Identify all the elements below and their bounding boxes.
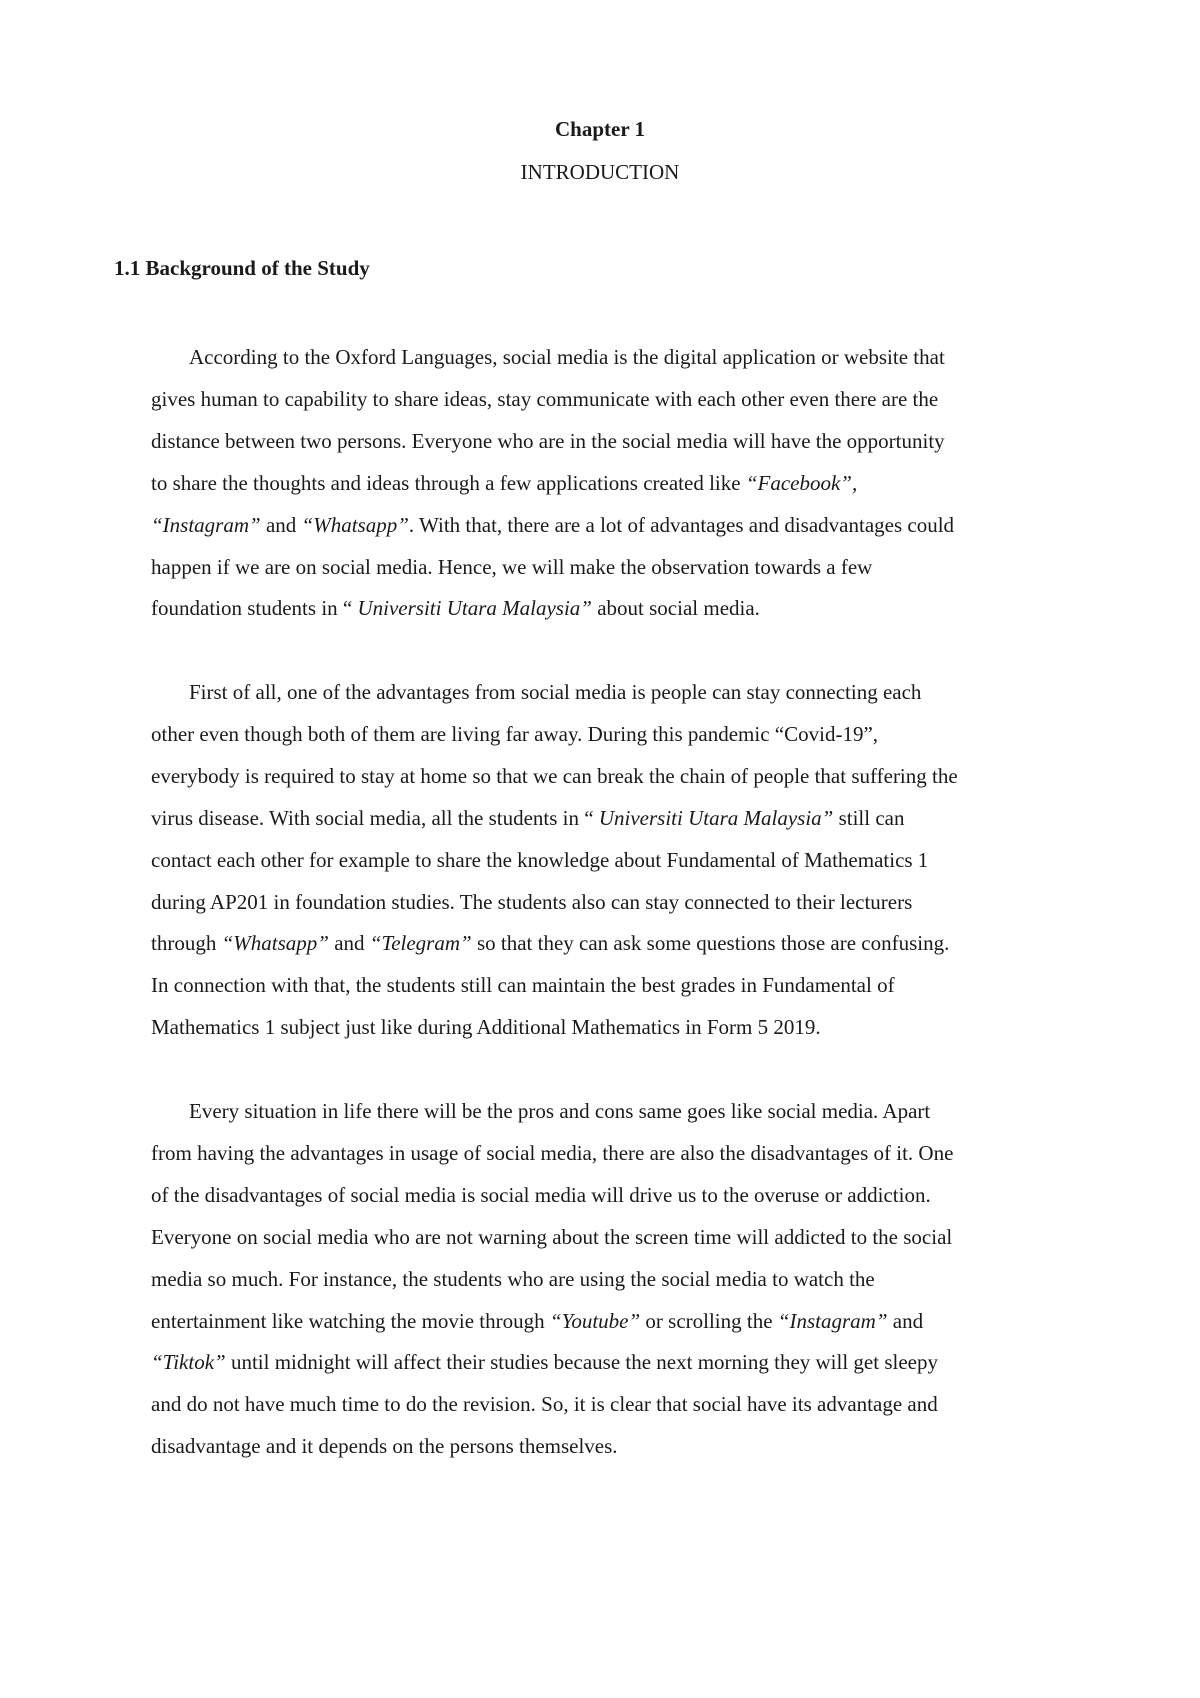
- paragraph-line: other even though both of them are living far away. During this pandemic “Covid-19”,: [151, 721, 879, 746]
- body-paragraph: [151, 672, 1093, 1049]
- italic-term: “Facebook”,: [745, 470, 858, 495]
- paragraph-line: contact each other for example to share the knowledge about Fundamental of Mathematics 1: [151, 847, 929, 872]
- paragraph-line: First of all, one of the advantages from social media is people can stay connecting each: [189, 680, 922, 704]
- italic-term: Universiti Utara Malaysia”: [598, 805, 834, 830]
- paragraph-line: gives human to capability to share ideas, stay communicate with each other even there are the: [151, 386, 939, 411]
- italic-term: “Instagram”: [777, 1308, 888, 1333]
- italic-term: “Whatsapp”: [221, 931, 329, 956]
- paragraph-line: According to the Oxford Languages, social media is the digital application or website that: [189, 345, 945, 369]
- italic-term: “Instagram”: [151, 512, 261, 537]
- paragraph-line: distance between two persons. Everyone who are in the social media will have the opportunity: [151, 428, 945, 453]
- chapter-title: Chapter 1: [554, 117, 646, 141]
- italic-term: Universiti Utara Malaysia”: [357, 596, 592, 621]
- paragraph-line: “Instagram” and “Whatsapp”. With that, there are a lot of advantages and disadvantages could: [151, 512, 955, 537]
- paragraph-line: Every situation in life there will be the pros and cons same goes like social media. Apart: [189, 1099, 931, 1123]
- paragraph-line: foundation students in “ Universiti Utara Malaysia” about social media.: [151, 596, 760, 621]
- paragraph-line: everybody is required to stay at home so that we can break the chain of people that suffering the: [151, 763, 958, 788]
- body-paragraph: [151, 337, 1093, 630]
- paragraph-line: from having the advantages in usage of social media, there are also the disadvantages of it. One: [151, 1140, 954, 1165]
- paragraph-line: happen if we are on social media. Hence, we will make the observation towards a few: [151, 554, 873, 579]
- italic-term: “Telegram”: [369, 931, 472, 956]
- italic-term: “Tiktok”: [151, 1350, 226, 1375]
- section-heading: 1.1 Background of the Study: [114, 256, 370, 280]
- paragraph-line: of the disadvantages of social media is social media will drive us to the overuse or addiction.: [151, 1182, 931, 1207]
- paragraph-line: “Tiktok” until midnight will affect their studies because the next morning they will get sleepy: [151, 1350, 938, 1375]
- body-paragraph: [151, 1091, 1093, 1468]
- paragraph-line: and do not have much time to do the revision. So, it is clear that social have its advantage and: [151, 1392, 938, 1417]
- paragraph-line: virus disease. With social media, all the students in “ Universiti Utara Malaysia” still can: [151, 805, 905, 830]
- paragraph-line: to share the thoughts and ideas through a few applications created like “Facebook”,: [151, 470, 858, 495]
- paragraph-line: In connection with that, the students still can maintain the best grades in Fundamental of: [151, 973, 895, 998]
- italic-term: “Youtube”: [549, 1308, 641, 1333]
- paragraph-line: media so much. For instance, the students who are using the social media to watch the: [151, 1266, 875, 1291]
- italic-term: “Whatsapp”: [301, 512, 409, 537]
- paragraph-line: through “Whatsapp” and “Telegram” so that they can ask some questions those are confusing.: [151, 931, 950, 956]
- chapter-subtitle: INTRODUCTION: [520, 160, 680, 184]
- paragraph-line: entertainment like watching the movie through “Youtube” or scrolling the “Instagram” and: [151, 1308, 924, 1333]
- paragraph-line: disadvantage and it depends on the persons themselves.: [151, 1434, 618, 1459]
- paragraph-line: Mathematics 1 subject just like during Additional Mathematics in Form 5 2019.: [151, 1015, 821, 1040]
- paragraph-line: Everyone on social media who are not warning about the screen time will addicted to the social: [151, 1224, 953, 1249]
- paragraph-line: during AP201 in foundation studies. The students also can stay connected to their lecturers: [151, 889, 913, 914]
